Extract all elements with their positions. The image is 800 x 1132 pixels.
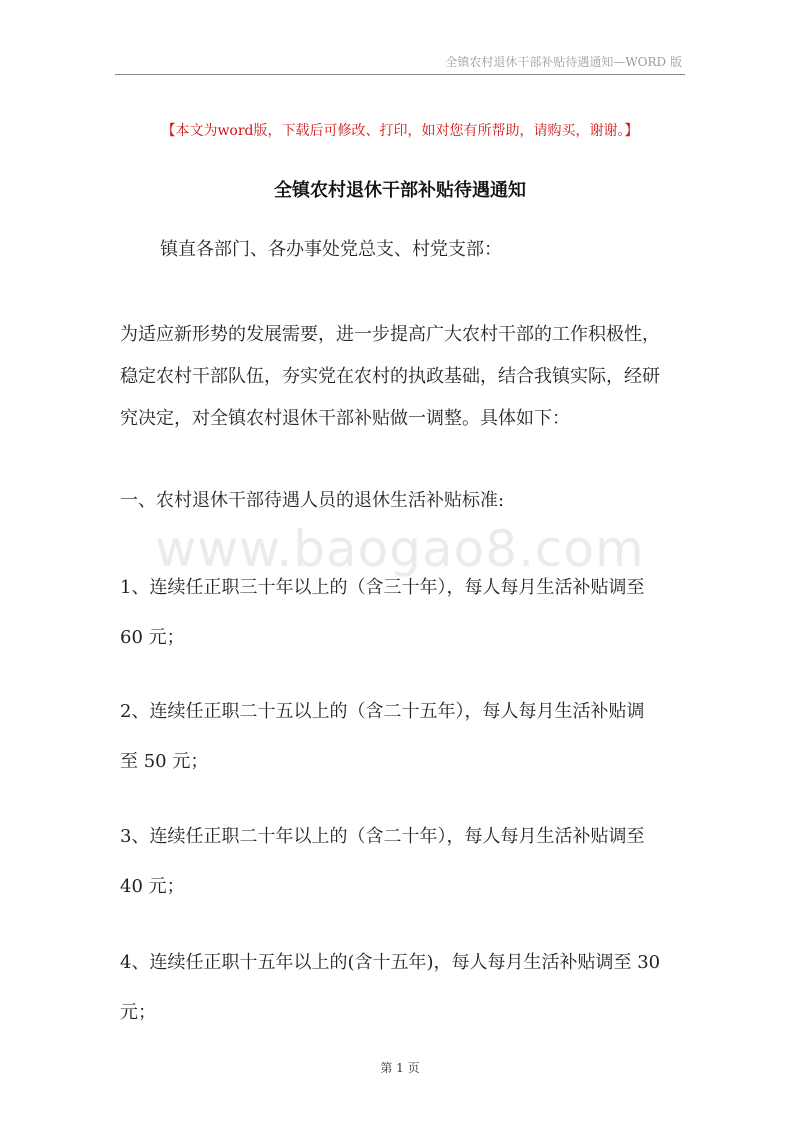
intro-line: 稳定农村干部队伍，夯实党在农村的执政基础，结合我镇实际，经研 bbox=[120, 366, 660, 387]
section-heading: 一、农村退休干部待遇人员的退休生活补贴标准: bbox=[120, 490, 505, 511]
list-item bbox=[120, 568, 690, 658]
intro-paragraph bbox=[120, 314, 690, 440]
list-item-line: 60 元； bbox=[120, 627, 185, 648]
list-item bbox=[120, 817, 690, 907]
list-item-line: 40 元； bbox=[120, 876, 185, 897]
purchase-notice: 【本文为word版，下载后可修改、打印，如对您有所帮助，请购买，谢谢。】 bbox=[161, 123, 639, 139]
document-title: 全镇农村退休干部补贴待遇通知 bbox=[274, 180, 526, 201]
intro-line: 究决定，对全镇农村退休干部补贴做一调整。具体如下： bbox=[120, 408, 570, 429]
list-item-line: 4、连续任正职十五年以上的(含十五年)，每人每月生活补贴调至 30 bbox=[120, 952, 661, 973]
list-item bbox=[120, 943, 690, 1033]
list-item-line: 1、连续任正职三十年以上的（含三十年），每人每月生活补贴调至 bbox=[120, 577, 645, 598]
watermark: www.baogao8.com bbox=[155, 520, 645, 578]
running-header: 全镇农村退休干部补贴待遇通知—WORD 版 bbox=[445, 55, 682, 69]
salutation: 镇直各部门、各办事处党总支、村党支部： bbox=[160, 239, 502, 260]
list-item-line: 至 50 元； bbox=[120, 751, 209, 772]
list-item-line: 2、连续任正职二十五以上的（含二十五年），每人每月生活补贴调 bbox=[120, 701, 645, 722]
list-item-line: 3、连续任正职二十年以上的（含二十年），每人每月生活补贴调至 bbox=[120, 826, 645, 847]
intro-line: 为适应新形势的发展需要，进一步提高广大农村干部的工作积极性， bbox=[120, 324, 660, 345]
list-item-line: 元； bbox=[120, 1002, 156, 1023]
header-divider bbox=[115, 74, 685, 75]
list-item bbox=[120, 692, 690, 782]
page-number: 第 1 页 bbox=[380, 1061, 420, 1075]
